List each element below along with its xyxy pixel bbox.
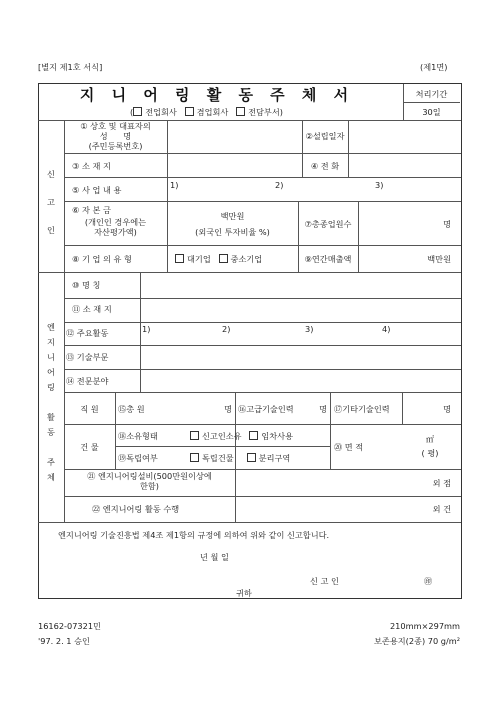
footer-code: 16162-07321민: [38, 621, 101, 631]
main-activity-item-4: 4): [382, 324, 391, 334]
phone-label: ④ 전 화: [310, 161, 340, 171]
company-type-label: ⑧ 기 업 의 유 형: [72, 254, 132, 264]
seal-mark: ㊞: [424, 576, 433, 586]
other-staff-unit: 명: [443, 404, 451, 414]
capital-unit: 백만원: [220, 211, 245, 221]
total-staff-unit: 명: [224, 404, 232, 414]
independent-options: 독립건물 분리구역: [190, 453, 290, 463]
tech-field-label: ⑬ 기술부문: [66, 352, 109, 362]
footer-size: 210mm×297mm: [389, 621, 460, 631]
engineering-section-label: 엔 지 니 어 링 활 동 주 체: [47, 322, 55, 482]
name-label: ① 상호 및 대표자의 성 명 (주민등록번호): [80, 121, 151, 151]
footer-approval: '97. 2. 1 승인: [38, 636, 90, 646]
independent-label: ⑲독립여부: [118, 453, 158, 463]
checkbox-type-3[interactable]: [236, 107, 245, 116]
declaration-text: 엔지니어링 기술진흥법 제4조 제1항의 규정에 의하여 위와 같이 신고합니다.: [58, 530, 330, 540]
main-activity-label: ⑫ 주요활동: [66, 328, 109, 338]
declarant-section-label: 신 고 인: [47, 169, 55, 235]
sales-label: ⑨연간매출액: [304, 254, 352, 264]
main-activity-item-2: 2): [222, 324, 231, 334]
processing-days: 30일: [422, 107, 441, 117]
processing-label: 처리기간: [415, 89, 448, 99]
recipient-label: 귀하: [236, 588, 252, 598]
estab-date-label: ②설립일자: [305, 131, 345, 141]
checkbox-large-company[interactable]: [175, 254, 184, 263]
capital-label: ⑥ 자 본 금: [72, 205, 111, 215]
area-unit-sqm: ㎡: [425, 434, 435, 444]
foreign-ratio: (외국인 투자비율 %): [195, 227, 270, 237]
company-type-options: 대기업 중소기업: [175, 254, 262, 264]
area-label: ⑳ 면 적: [334, 442, 364, 452]
business-item-1: 1): [170, 180, 179, 190]
ownership-label: ⑱소유형태: [118, 431, 158, 441]
capital-sub-label: (개인인 경우에는 자산평가액): [84, 217, 147, 237]
date-line: 년 월 일: [200, 552, 229, 562]
senior-staff-unit: 명: [319, 404, 327, 414]
building-label: 건 물: [80, 442, 99, 452]
checkbox-sme[interactable]: [219, 254, 228, 263]
total-staff-label: ⑮총 원: [118, 404, 145, 414]
address-label: ③ 소 재 지: [72, 161, 111, 171]
area-unit-pyeong: ( 평): [421, 448, 439, 458]
ownership-options: 신고인소유 임차사용: [190, 431, 293, 441]
employees-label: ⑦총종업원수: [304, 219, 352, 229]
signer-label: 신 고 인: [310, 576, 339, 586]
page-number: (제1면): [420, 62, 448, 72]
checkbox-leased[interactable]: [249, 431, 258, 440]
sales-unit: 백만원: [427, 254, 451, 264]
engineering-name-label: ⑩ 명 칭: [72, 280, 101, 290]
business-item-2: 2): [275, 180, 284, 190]
checkbox-separate-area[interactable]: [247, 453, 256, 462]
performance-label: ㉒ 엔지니어링 활동 수행: [92, 504, 180, 514]
checkbox-owned[interactable]: [190, 431, 199, 440]
employees-unit: 명: [443, 219, 451, 229]
business-item-3: 3): [375, 180, 384, 190]
engineering-address-label: ⑪ 소 재 지: [72, 304, 112, 314]
form-number: [별지 제1호 서식]: [38, 62, 103, 72]
type-options: ( 전업회사 겸업회사 전담부서): [130, 107, 283, 117]
checkbox-type-1[interactable]: [133, 107, 142, 116]
checkbox-type-2[interactable]: [185, 107, 194, 116]
equipment-label: ㉑ 엔지니어링설비(500만원이상에 한함): [87, 471, 212, 491]
staff-label: 직 원: [80, 404, 99, 414]
senior-staff-label: ⑯고급기술인력: [238, 404, 294, 414]
main-activity-item-1: 1): [142, 324, 151, 334]
business-label: ⑤ 사 업 내 용: [72, 185, 122, 195]
special-field-label: ⑭ 전문분야: [66, 376, 109, 386]
main-activity-item-3: 3): [305, 324, 314, 334]
footer-paper: 보존용지(2종) 70 g/m²: [374, 636, 460, 646]
other-staff-label: ⑰기타기술인력: [334, 404, 390, 414]
checkbox-independent-building[interactable]: [190, 453, 199, 462]
form-title: 지 니 어 링 활 동 주 체 서: [79, 86, 355, 104]
performance-unit: 외 건: [432, 504, 451, 514]
equipment-unit: 외 점: [432, 478, 451, 488]
